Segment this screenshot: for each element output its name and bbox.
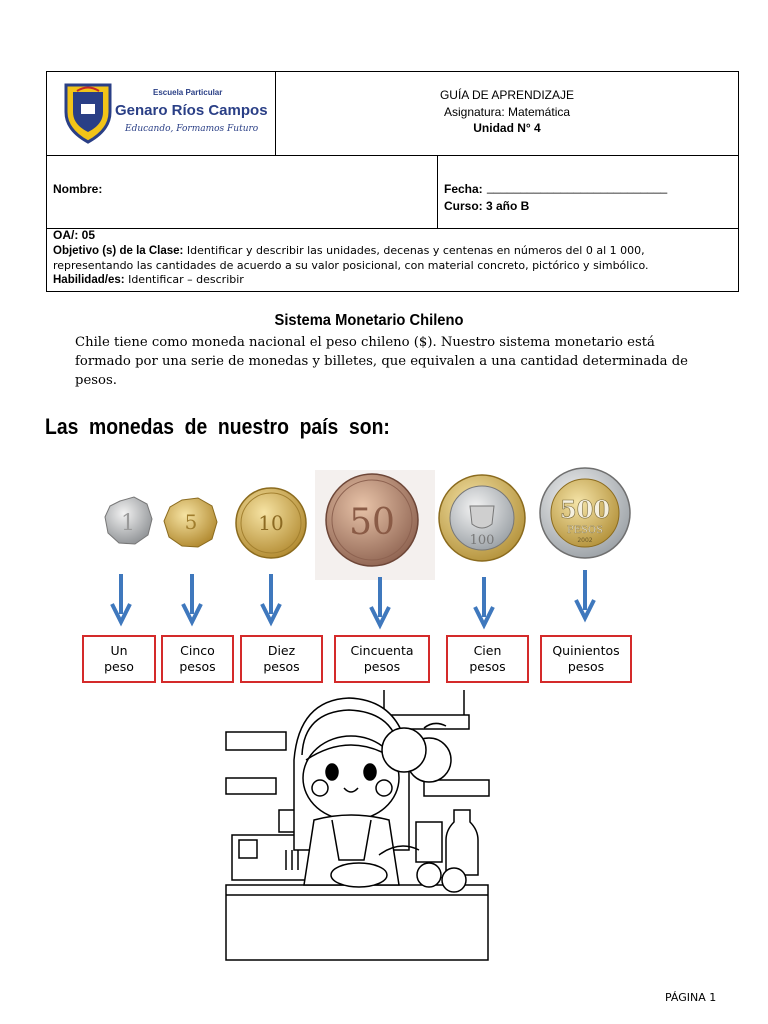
coin-label-500: [540, 635, 632, 683]
coin-5-face: 5: [184, 510, 198, 534]
coin-label-5-line1: Cinco: [180, 643, 215, 658]
coin-label-50-line1: Cincuenta: [350, 643, 414, 658]
course-label: Curso: 3 año B: [444, 199, 530, 213]
objective-line2: representando las cantidades de acuerdo a su valor posicional, con material concreto, pictórico y simbólico.: [53, 259, 649, 272]
coin-label-5-line2: pesos: [179, 659, 216, 674]
header-row-objectives: [47, 228, 738, 292]
coin-label-1-line2: peso: [104, 659, 134, 674]
logo-cell: [47, 72, 276, 155]
arrow-down-icon: [576, 570, 594, 618]
arrow-down-icon: [262, 574, 280, 622]
coin-500-year: 2002: [577, 537, 593, 544]
objective-line1: [53, 244, 645, 258]
school-name: Genaro Ríos Campos: [115, 102, 268, 119]
coin-50-face: 50: [349, 502, 395, 543]
skills-label: Habilidad/es:: [53, 274, 125, 286]
arrow-down-icon: [183, 574, 201, 622]
arrow-down-icon: [112, 574, 130, 622]
school-shield-logo: [63, 82, 113, 144]
coin-5-pesos: [164, 498, 217, 547]
intro-line1: Chile tiene como moneda nacional el peso chileno ($). Nuestro sistema monetario está: [75, 335, 655, 350]
subject-label: Asignatura: Matemática: [443, 105, 571, 119]
coin-1-face: 1: [121, 511, 135, 536]
coins-heading: Las monedas de nuestro país son:: [45, 414, 390, 439]
intro-line2: formado por una serie de monedas y billetes, que equivalen a una cantidad determinada de: [75, 354, 688, 369]
coin-label-500-line1: Quinientos: [552, 643, 620, 658]
coin-label-100-line1: Cien: [473, 643, 502, 658]
coin-label-50: [334, 635, 430, 683]
coin-label-10: [240, 635, 323, 683]
guide-title: GUÍA DE APRENDIZAJE: [439, 88, 575, 102]
coin-100-face: 100: [469, 533, 495, 548]
arrow-down-icon: [475, 577, 493, 625]
coin-label-500-line2: pesos: [567, 659, 605, 674]
objective-text: Identificar y describir las unidades, decenas y centenas en números del 0 al 1 000,: [183, 244, 645, 257]
intro-line3: pesos.: [75, 373, 117, 388]
section-title: Sistema Monetario Chileno: [274, 312, 464, 329]
coin-50-pesos: [326, 474, 418, 566]
coin-500-sub: PESOS: [567, 525, 603, 536]
coin-label-100-line2: pesos: [469, 659, 506, 674]
coin-label-1-line1: Un: [110, 643, 128, 658]
coin-label-5: [161, 635, 234, 683]
coin-100-pesos: [439, 475, 525, 561]
coin-1-peso: [105, 497, 152, 544]
coin-label-50-line2: pesos: [363, 659, 401, 674]
objective-label: Objetivo (s) de la Clase:: [53, 245, 184, 257]
coin-label-1: [82, 635, 156, 683]
school-small-label: Escuela Particular: [153, 88, 223, 97]
coin-500-face: 500: [559, 495, 611, 524]
header-table: [46, 71, 739, 292]
date-blank: ___________________________: [487, 180, 668, 194]
header-row-student: [47, 155, 738, 229]
shopkeeper-illustration: [224, 690, 494, 965]
date-label: Fecha:: [444, 182, 483, 196]
coin-label-10-line1: Diez: [267, 643, 296, 658]
page-number: PÁGINA 1: [665, 991, 717, 1004]
skills-line: [53, 273, 244, 287]
name-label: Nombre:: [53, 182, 103, 196]
coin-label-100: [446, 635, 529, 683]
coin-10-pesos: [236, 488, 306, 558]
oa-label: OA/: 05: [53, 228, 96, 242]
coin-label-10-line2: pesos: [263, 659, 300, 674]
arrow-down-icon: [371, 577, 389, 625]
header-row-title: [47, 72, 738, 156]
coin-10-face: 10: [258, 511, 284, 535]
school-motto: Educando, Formamos Futuro: [125, 124, 259, 134]
skills-text: Identificar – describir: [124, 273, 244, 286]
unit-label: Unidad N° 4: [473, 121, 541, 135]
coin-500-pesos: [540, 468, 630, 558]
